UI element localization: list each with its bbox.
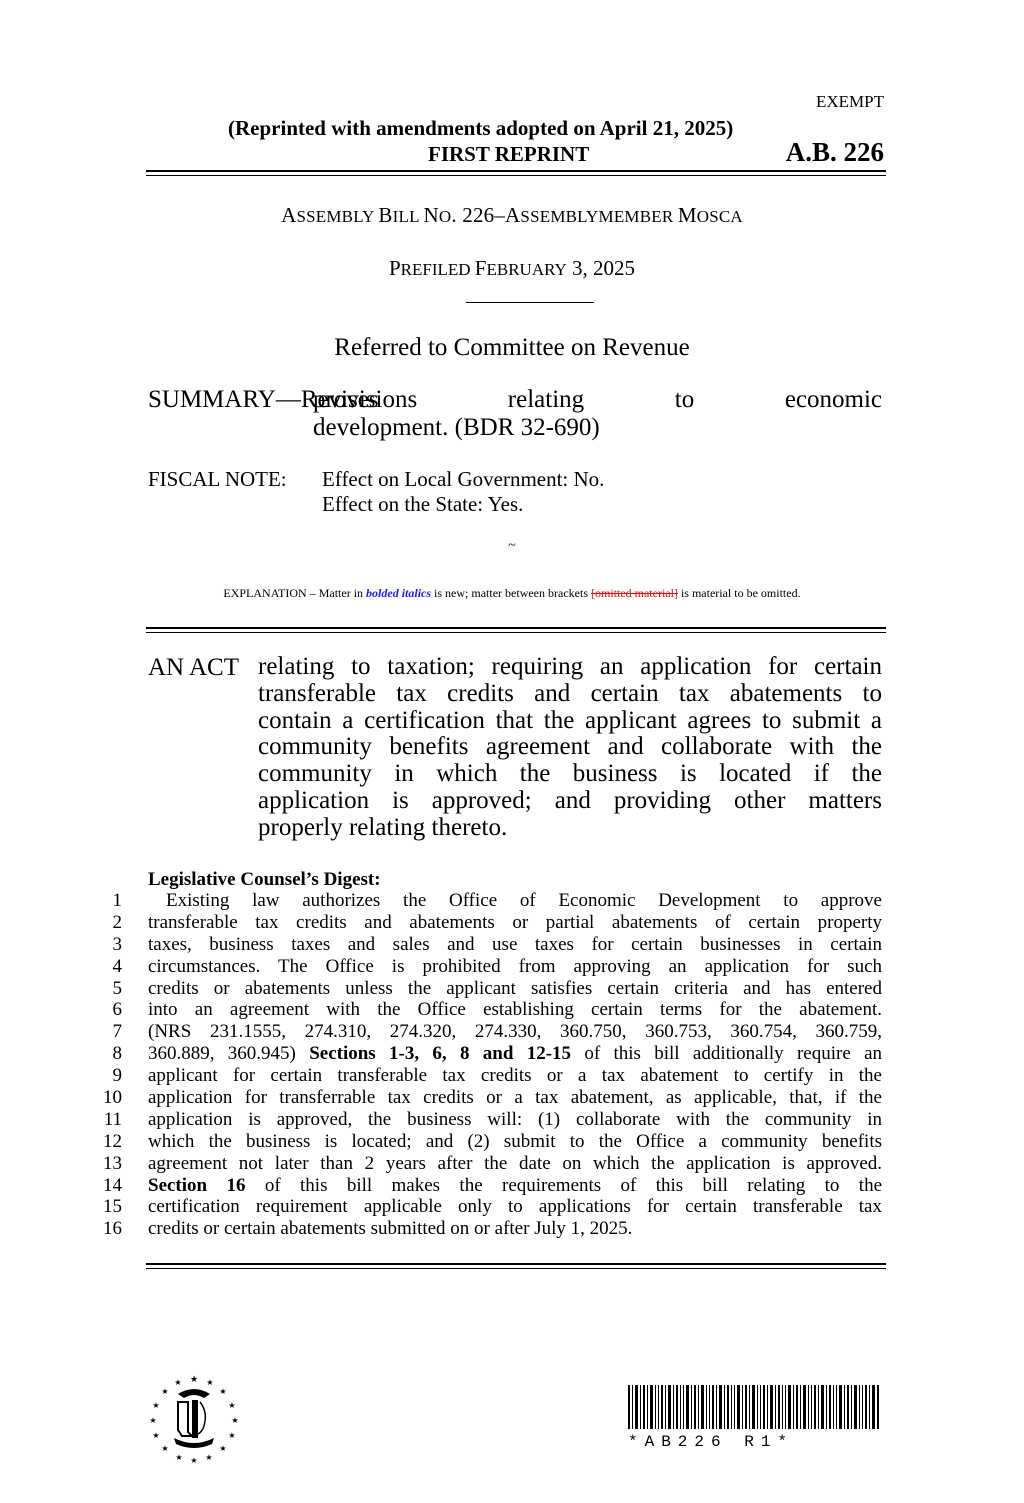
line-number: 12 [103, 1130, 122, 1152]
header-divider [146, 170, 886, 176]
digest-line [100, 1087, 882, 1109]
fiscal-effect-local: Effect on Local Government: No. [322, 467, 605, 491]
svg-text:★: ★ [152, 1431, 160, 1440]
digest-text: applicant for certain transferable tax credits or a tax abatement to certify in the [148, 1065, 882, 1087]
section-16-reference: Section 16 [148, 1174, 246, 1196]
summary-line-1: provisions relating to economic [313, 386, 882, 413]
fiscal-note-label: FISCAL NOTE: [148, 467, 287, 491]
digest-line [100, 1043, 882, 1065]
digest-line [100, 999, 882, 1021]
barcode-text: *AB226 R1* [628, 1433, 795, 1451]
svg-text:★: ★ [189, 1374, 199, 1384]
digest-text: agreement not later than 2 years after the date on which the application is approved. [148, 1152, 882, 1174]
section-divider [146, 627, 886, 633]
short-divider [466, 302, 594, 303]
digest-line [100, 934, 882, 956]
act-line: community in which the business is located if the [258, 760, 882, 788]
line-number: 1 [112, 890, 122, 911]
digest-text: transferable tax credits and abatements or partial abatements of certain property [148, 911, 882, 933]
digest-line [100, 1218, 882, 1240]
digest-text: certification requirement applicable only to applications for certain transferable tax [148, 1196, 882, 1218]
digest-body [100, 890, 882, 1240]
line-number: 6 [112, 999, 122, 1021]
tilde-mark: ~ [508, 538, 516, 553]
digest-text: Section 16 of this bill makes the requirements of this bill relating to the [148, 1174, 882, 1196]
bolded-italics-sample: bolded italics [366, 586, 432, 600]
line-number: 7 [112, 1021, 122, 1043]
nevada-seal-icon [148, 1372, 240, 1464]
act-line: relating to taxation; requiring an application for certain [258, 653, 882, 680]
barcode-icon [628, 1385, 880, 1429]
svg-text:★: ★ [231, 1416, 239, 1425]
act-line: application is approved; and providing other matters [258, 786, 882, 814]
digest-line [100, 1175, 882, 1197]
bill-number: A.B. 226 [785, 137, 884, 167]
line-number: 14 [103, 1174, 122, 1196]
act-line: community benefits agreement and collaborate with the [258, 733, 882, 761]
digest-text: Existing law authorizes the Office of Economic Development to approve [166, 890, 882, 911]
line-number: 4 [112, 955, 122, 977]
svg-text:★: ★ [152, 1401, 160, 1410]
line-number: 3 [112, 933, 122, 955]
exempt-label: EXEMPT [816, 92, 884, 111]
digest-line [100, 1065, 882, 1087]
digest-text: into an agreement with the Office establishing certain terms for the abatement. [148, 999, 882, 1021]
act-line: contain a certification that the applicant agrees to submit a [258, 706, 882, 734]
line-number: 9 [112, 1065, 122, 1087]
digest-text: credits or certain abatements submitted on or after July 1, 2025. [148, 1218, 633, 1240]
first-reprint-label: FIRST REPRINT [428, 142, 590, 166]
line-number: 10 [103, 1087, 122, 1109]
digest-line [100, 890, 882, 912]
explanation-note: EXPLANATION – Matter in bolded italics is new; matter between brackets [omitted material] is material to be omitted. [223, 586, 801, 600]
digest-title: Legislative Counsel’s Digest: [148, 869, 381, 890]
svg-text:★: ★ [228, 1431, 236, 1440]
svg-text:★: ★ [174, 1378, 182, 1387]
reprint-notice: (Reprinted with amendments adopted on April 21, 2025) [228, 116, 734, 140]
digest-line [100, 1131, 882, 1153]
omitted-material-sample: [omitted material] [590, 586, 678, 600]
act-line: transferable tax credits and certain tax abatements to [258, 679, 882, 707]
line-number: 5 [112, 977, 122, 999]
digest-text: circumstances. The Office is prohibited from approving an application for such [148, 955, 882, 977]
digest-text: application is approved, the business will: (1) collaborate with the community in [148, 1108, 882, 1130]
act-title [258, 654, 882, 842]
svg-text:★: ★ [161, 1444, 169, 1453]
act-label: AN ACT [148, 654, 239, 681]
fiscal-effect-state: Effect on the State: Yes. [322, 492, 524, 516]
summary-label: SUMMARY—Revises [148, 386, 379, 413]
svg-text:★: ★ [190, 1456, 198, 1464]
svg-text:★: ★ [219, 1444, 227, 1453]
line-number: 11 [103, 1108, 122, 1130]
line-number: 2 [112, 911, 122, 933]
digest-line [100, 1021, 882, 1043]
digest-text: taxes, business taxes and sales and use taxes for certain businesses in certain [148, 933, 882, 955]
line-number: 13 [103, 1152, 122, 1174]
svg-text:★: ★ [161, 1387, 169, 1396]
digest-end-divider [146, 1263, 886, 1269]
line-number: 15 [103, 1196, 122, 1218]
svg-text:★: ★ [205, 1453, 213, 1462]
digest-line [100, 978, 882, 1000]
line-number: 8 [112, 1043, 122, 1065]
digest-text: which the business is located; and (2) submit to the Office a community benefits [148, 1130, 882, 1152]
digest-text: 360.889, 360.945) Sections 1-3, 6, 8 and 12-15 of this bill additionally require an [148, 1043, 883, 1065]
act-line: properly relating thereto. [258, 813, 508, 841]
summary-line-2: development. (BDR 32-690) [313, 414, 600, 441]
assembly-bill-title: ASSEMBLY BILL NO. 226–ASSEMBLYMEMBER MOSCA [281, 203, 743, 227]
digest-line [100, 956, 882, 978]
digest-text: application for transferrable tax credits or a tax abatement, as applicable, that, if the [148, 1087, 882, 1109]
svg-text:★: ★ [228, 1401, 236, 1410]
svg-text:★: ★ [149, 1416, 157, 1425]
digest-line [100, 1196, 882, 1218]
svg-text:★: ★ [219, 1387, 227, 1396]
prefiled-date: PREFILED FEBRUARY 3, 2025 [388, 256, 636, 280]
svg-text:★: ★ [206, 1378, 214, 1387]
digest-line [100, 1153, 882, 1175]
committee-referral: Referred to Committee on Revenue [334, 334, 690, 361]
digest-line [100, 1109, 882, 1131]
svg-text:★: ★ [175, 1453, 183, 1462]
digest-text: credits or abatements unless the applicant satisfies certain criteria and has entered [148, 977, 882, 999]
line-number: 16 [103, 1218, 122, 1240]
digest-text: (NRS 231.1555, 274.310, 274.320, 274.330, 360.750, 360.753, 360.754, 360.759, [148, 1021, 882, 1043]
sections-reference: Sections 1-3, 6, 8 and 12-15 [309, 1043, 572, 1065]
digest-line [100, 912, 882, 934]
